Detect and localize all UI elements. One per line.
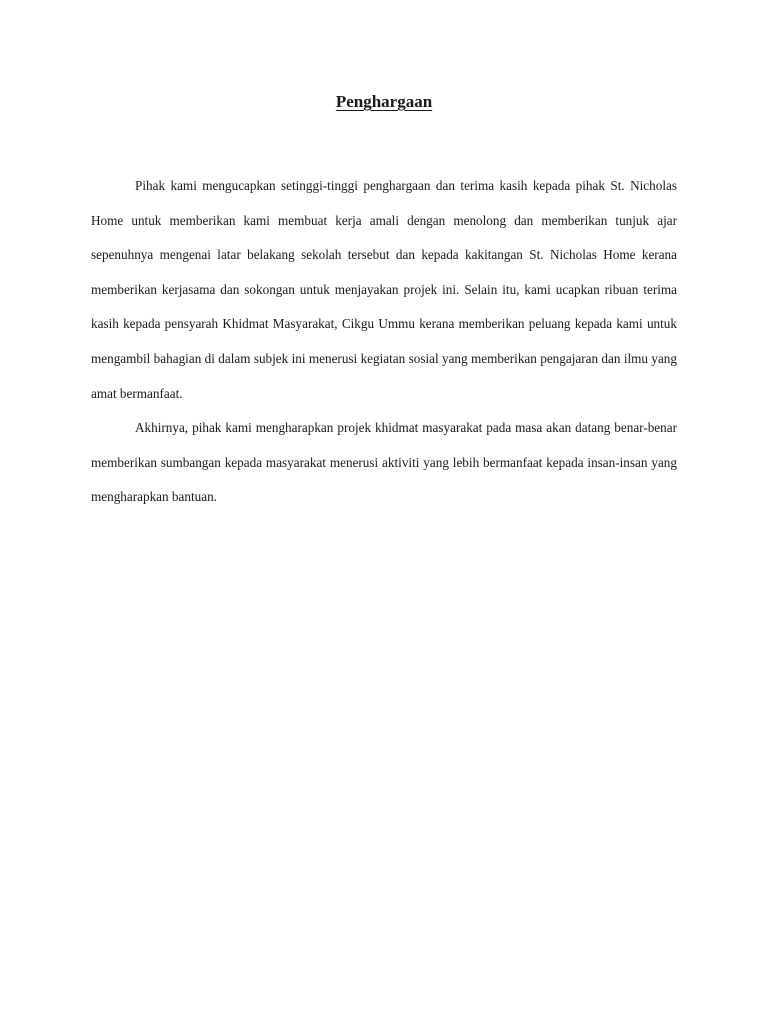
paragraph-acknowledgement: Pihak kami mengucapkan setinggi-tinggi penghargaan dan terima kasih kepada pihak St. Nicholas Home untuk memberikan kami membuat kerja amali dengan menolong dan memberikan tunjuk ajar sepenuhnya mengenai latar belakang sekolah tersebut dan kepada kakitangan St. Nicholas Home kerana memberikan kerjasama dan sokongan untuk menjayakan projek ini. Selain itu, kami ucapkan ribuan terima kasih kepada pensyarah Khidmat Masyarakat, Cikgu Ummu kerana memberikan peluang kepada kami untuk mengambil bahagian di dalam subjek ini menerusi kegiatan sosial yang memberikan pengajaran dan ilmu yang amat bermanfaat. — [91, 178, 677, 401]
page-title: Penghargaan — [335, 92, 433, 111]
document-body — [91, 169, 677, 515]
paragraph-closing: Akhirnya, pihak kami mengharapkan projek khidmat masyarakat pada masa akan datang benar-benar memberikan sumbangan kepada masyarakat menerusi aktiviti yang lebih bermanfaat kepada insan-insan yang mengharapkan bantuan. — [91, 420, 677, 505]
